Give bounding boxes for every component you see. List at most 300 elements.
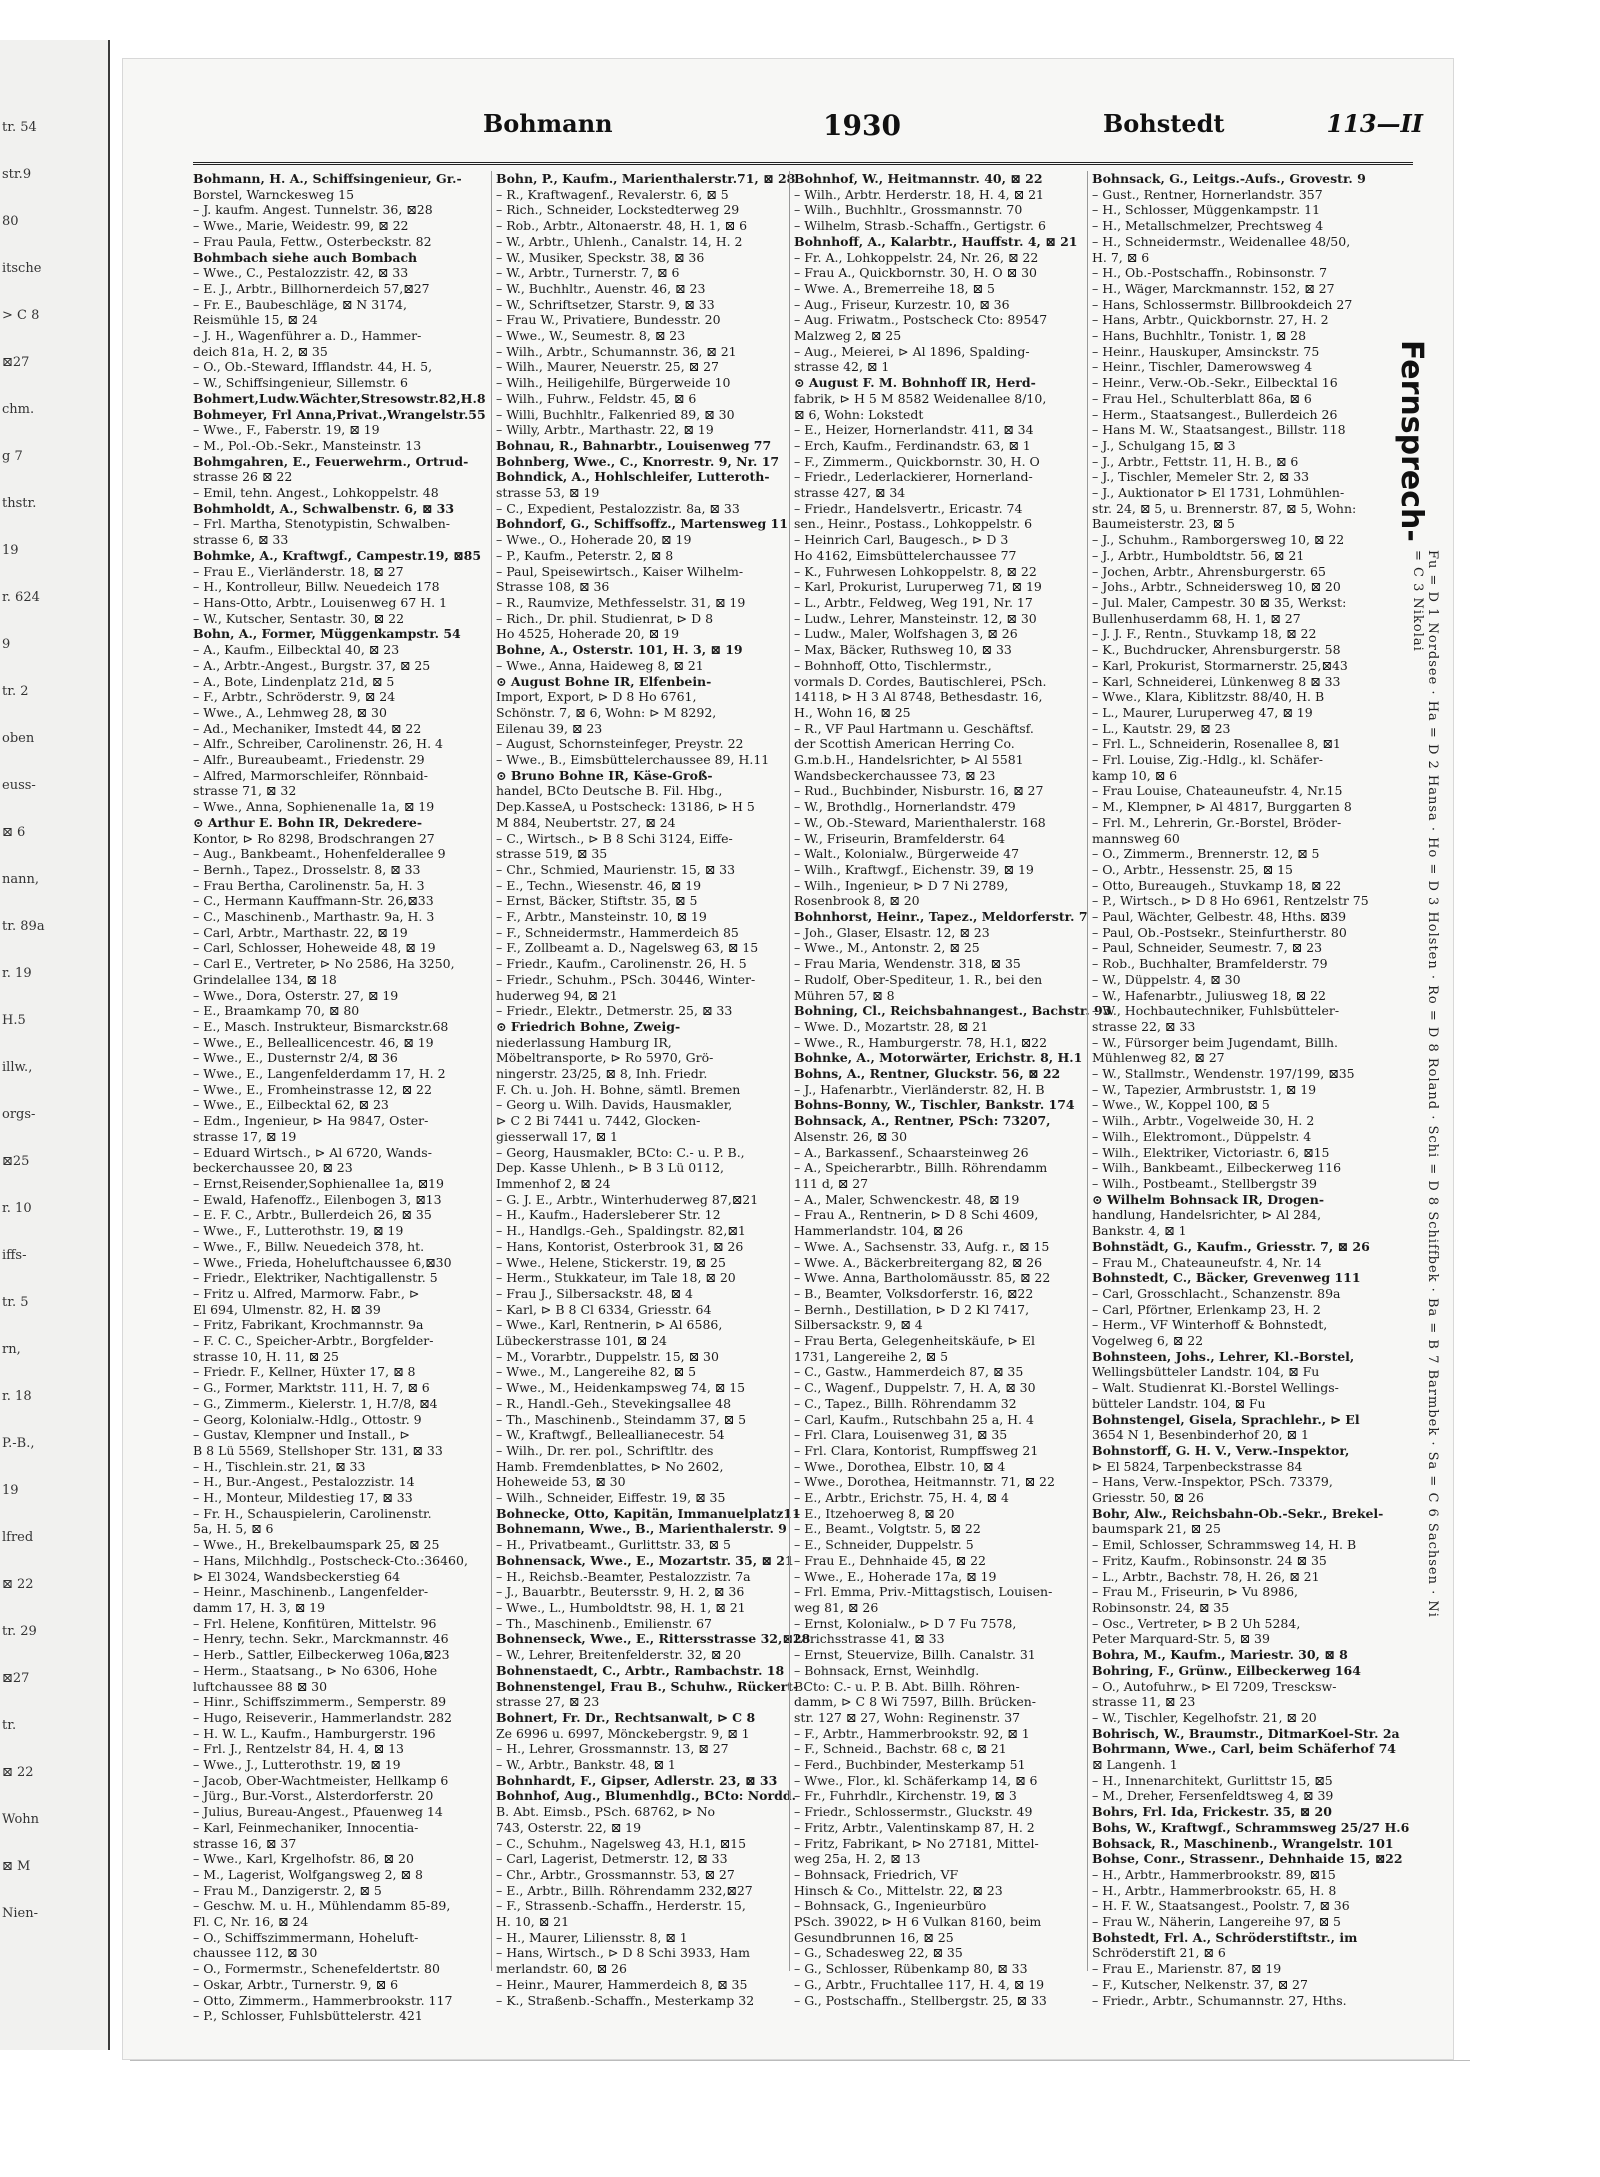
directory-entry: – Wwe., R., Hamburgerstr. 78, H.1, ⊠22 [794, 1034, 1048, 1050]
directory-entry: – Friedr. F., Kellner, Hüxter 17, ⊠ 8 [193, 1364, 416, 1380]
directory-entry: – Geschw. M. u. H., Mühlendamm 85-89, [193, 1898, 451, 1914]
directory-entry: – R., Kraftwagenf., Revalerstr. 6, ⊠ 5 [496, 186, 729, 202]
directory-entry: – Wwe., E., Hoherade 17a, ⊠ 19 [794, 1568, 997, 1584]
directory-entry: Bohn, A., Former, Müggenkampstr. 54 [193, 626, 461, 642]
directory-entry: handel, BCto Deutsche B. Fil. Hbg., [496, 783, 723, 799]
directory-entry: – E., Arbtr., Billh. Röhrendamm 232,⊠27 [496, 1882, 753, 1898]
directory-entry: Fl. C, Nr. 16, ⊠ 24 [193, 1914, 309, 1930]
directory-entry: – Paul, Wächter, Gelbestr. 48, Hths. ⊠39 [1092, 909, 1347, 925]
directory-entry: Bohmke, A., Kraftwgf., Campestr.19, ⊠85 [193, 547, 482, 563]
directory-entry: – Otto, Bureaugeh., Stuvkamp 18, ⊠ 22 [1092, 877, 1342, 893]
directory-entry: – Joh., Glaser, Elsastr. 12, ⊠ 23 [794, 924, 990, 940]
directory-entry: der Scottish American Herring Co. [794, 736, 1015, 752]
directory-entry: Schönstr. 7, ⊠ 6, Wohn: ⊳ M 8292, [496, 704, 717, 720]
directory-entry: Bohnstädt, G., Kaufm., Griesstr. 7, ⊠ 26 [1092, 1238, 1370, 1254]
directory-entry: – L., Arbtr., Bachstr. 78, H. 26, ⊠ 21 [1092, 1568, 1320, 1584]
spine-legend-text: Fu = D 1 Nordsee · Ha = D 2 Hansa · Ho = D 3 Holsten · Ro = D 8 Roland · Schi = D 8 Schiffbek · Ba = B 7 Barmbek · Sa = C 6 Sachsen · Ni = C 3 Nikolai [1410, 550, 1440, 1618]
directory-entry: – Wilh., Elektriker, Victoriastr. 6, ⊠15 [1092, 1144, 1330, 1160]
directory-entry: – F., Zollbeamt a. D., Nagelsweg 63, ⊠ 15 [496, 940, 759, 956]
directory-entry: – Wwe., E., Belleallicencestr. 46, ⊠ 19 [193, 1034, 434, 1050]
directory-entry: Strasse 108, ⊠ 36 [496, 579, 610, 595]
directory-entry: – Wilh., Buchhltr., Grossmannstr. 70 [794, 202, 1023, 218]
directory-entry: – H., Kaufm., Hadersleberer Str. 12 [496, 1207, 721, 1223]
directory-entry: handlung, Handelsrichter, ⊳ Al 284, [1092, 1207, 1322, 1223]
directory-entry: – Wilh., Kraftwgf., Eichenstr. 39, ⊠ 19 [794, 861, 1034, 877]
directory-entry: Ho 4525, Hoherade 20, ⊠ 19 [496, 626, 680, 642]
directory-entry: – K., Straßenb.-Schaffn., Mesterkamp 32 [496, 1992, 755, 2008]
edge-fragment: ⊠27 [2, 355, 30, 370]
directory-entry: – Frl. Clara, Louisenweg 31, ⊠ 35 [794, 1427, 1008, 1443]
directory-entry: – Rob., Arbtr., Altonaerstr. 48, H. 1, ⊠ 6 [496, 218, 748, 234]
directory-entry: Bohns, A., Rentner, Gluckstr. 56, ⊠ 22 [794, 1066, 1061, 1082]
directory-entry: – W., Ob.-Steward, Marienthalerstr. 168 [794, 814, 1046, 830]
directory-entry: strasse 10, H. 11, ⊠ 25 [193, 1348, 339, 1364]
directory-entry: giesserwall 17, ⊠ 1 [496, 1128, 618, 1144]
directory-entry: – A., Speicherarbtr., Billh. Röhrendamm [794, 1160, 1048, 1176]
directory-entry: – Bohnsack, Ernst, Weinhdlg. [794, 1662, 980, 1678]
directory-entry: – Wwe., Karl, Krgelhofstr. 86, ⊠ 20 [193, 1851, 414, 1867]
directory-entry: – Bernh., Tapez., Drosselstr. 8, ⊠ 33 [193, 861, 421, 877]
directory-entry: – Karl, Prokurist, Luruperweg 71, ⊠ 19 [794, 579, 1042, 595]
directory-entry: strasse 53, ⊠ 19 [496, 485, 600, 501]
directory-entry: Bohrmann, Wwe., Carl, beim Schäferhof 74 [1092, 1741, 1396, 1757]
directory-entry: – E., Schneider, Duppelstr. 5 [794, 1537, 974, 1553]
directory-entry: Grindelallee 134, ⊠ 18 [193, 971, 337, 987]
directory-entry: – Wwe., W., Koppel 100, ⊠ 5 [1092, 1097, 1270, 1113]
directory-entry: deich 81a, H. 2, ⊠ 35 [193, 343, 328, 359]
directory-entry: 5a, H. 5, ⊠ 6 [193, 1521, 274, 1537]
edge-fragment: ⊠25 [2, 1154, 30, 1169]
directory-entry: strasse 27, ⊠ 23 [496, 1694, 600, 1710]
directory-entry: – Georg, Kolonialw.-Hdlg., Ottostr. 9 [193, 1411, 422, 1427]
directory-entry: – Wilh., Heiligehilfe, Bürgerweide 10 [496, 375, 731, 391]
directory-entry: – Wilh., Elektromont., Düppelstr. 4 [1092, 1128, 1312, 1144]
directory-entry: Bankstr. 4, ⊠ 1 [1092, 1223, 1187, 1239]
directory-entry: – W., Stallmstr., Wendenstr. 197/199, ⊠35 [1092, 1066, 1355, 1082]
directory-entry: – Herb., Sattler, Eilbeckerweg 106a,⊠23 [193, 1647, 450, 1663]
directory-entry: – C., Wagenf., Duppelstr. 7, H. A, ⊠ 30 [794, 1380, 1036, 1396]
directory-entry: – B., Beamter, Volksdorferstr. 16, ⊠22 [794, 1285, 1034, 1301]
directory-entry: – Wwe. A., Bremerreihe 18, ⊠ 5 [794, 280, 995, 296]
directory-entry: – F., Strassenb.-Schaffn., Herderstr. 15, [496, 1898, 746, 1914]
directory-entry: – Wwe., H., Brekelbaumspark 25, ⊠ 25 [193, 1537, 440, 1553]
directory-entry: – Frau J., Silbersackstr. 48, ⊠ 4 [496, 1285, 693, 1301]
directory-entry: – Aug., Friseur, Kurzestr. 10, ⊠ 36 [794, 296, 1010, 312]
directory-entry: – Carl, Grosschlacht., Schanzenstr. 89a [1092, 1285, 1341, 1301]
directory-entry: Immenhof 2, ⊠ 24 [496, 1176, 611, 1191]
directory-entry: – H., Lehrer, Grossmannstr. 13, ⊠ 27 [496, 1741, 729, 1757]
directory-entry: baumspark 21, ⊠ 25 [1092, 1521, 1221, 1537]
directory-entry: – Heinr., Tischler, Damerowsweg 4 [1092, 359, 1313, 375]
directory-entry: merlandstr. 60, ⊠ 26 [496, 1961, 627, 1977]
directory-entry: – O., Autofuhrw., ⊳ El 7209, Trescksw- [1092, 1678, 1337, 1694]
edge-fragment: > C 8 [2, 308, 40, 323]
directory-entry: Bohnberg, Wwe., C., Knorrestr. 9, Nr. 17 [496, 453, 780, 469]
directory-entry: – Frau Louise, Chateauneufstr. 4, Nr.15 [1092, 783, 1343, 799]
directory-entry: – Wwe., J., Lutterothstr. 19, ⊠ 19 [193, 1757, 401, 1773]
directory-entry: – Frau Berta, Gelegenheitskäufe, ⊳ El [794, 1333, 1036, 1349]
edge-fragment: tr. 89a [2, 919, 45, 934]
directory-entry: – Fr., Fuhrhdlr., Kirchenstr. 19, ⊠ 3 [794, 1788, 1017, 1804]
directory-entry: – G., Former, Marktstr. 111, H. 7, ⊠ 6 [193, 1380, 430, 1396]
directory-entry: – Wwe., Flor., kl. Schäferkamp 14, ⊠ 6 [794, 1772, 1038, 1788]
directory-entry: – Herm., Stukkateur, im Tale 18, ⊠ 20 [496, 1270, 736, 1286]
directory-entry: – J., Tischler, Memeler Str. 2, ⊠ 33 [1092, 469, 1310, 485]
directory-entry: – Rud., Buchbinder, Nisburstr. 16, ⊠ 27 [794, 783, 1044, 799]
directory-entry: – W., Friseurin, Bramfelderstr. 64 [794, 830, 1006, 846]
directory-entry: – Friedr., Schlossermstr., Gluckstr. 49 [794, 1804, 1033, 1820]
edge-fragment: itsche [2, 261, 42, 276]
directory-entry: – Osc., Vertreter, ⊳ B 2 Uh 5284, [1092, 1615, 1301, 1631]
directory-entry: – O., Arbtr., Hessenstr. 25, ⊠ 15 [1092, 861, 1293, 877]
directory-entry: – Hans, Milchhdlg., Postscheck-Cto.:36460, [193, 1552, 468, 1568]
directory-entry: – Friedr., Elektr., Detmerstr. 25, ⊠ 33 [496, 1003, 733, 1019]
directory-entry: – Th., Maschinenb., Steindamm 37, ⊠ 5 [496, 1411, 747, 1427]
directory-entry: Bohmholdt, A., Schwalbenstr. 6, ⊠ 33 [193, 500, 455, 516]
directory-entry: – Alfr., Bureaubeamt., Friedenstr. 29 [193, 752, 425, 768]
directory-entry: – Frau Hel., Schulterblatt 86a, ⊠ 6 [1092, 390, 1312, 406]
directory-entry: – Frau E., Dehnhaide 45, ⊠ 22 [794, 1552, 986, 1568]
directory-entry: – H., Metallschmelzer, Prechtsweg 4 [1092, 218, 1324, 234]
directory-entry: Bohnhoff, A., Kalarbtr., Hauffstr. 4, ⊠ 21 [794, 233, 1078, 249]
directory-entry: Import, Export, ⊳ D 8 Ho 6761, [496, 689, 697, 705]
directory-entry: Bohmann, H. A., Schiffsingenieur, Gr.- [193, 171, 462, 186]
directory-entry: Bohne, A., Osterstr. 101, H. 3, ⊠ 19 [496, 642, 743, 658]
directory-entry: B. Abt. Eimsb., PSch. 68762, ⊳ No [496, 1804, 716, 1820]
directory-entry: mannsweg 60 [1092, 830, 1180, 846]
directory-entry: – Herm., Staatsang., ⊳ No 6306, Hohe [193, 1662, 438, 1678]
directory-entry: – Otto, Zimmerm., Hammerbrookstr. 117 [193, 1992, 453, 2008]
directory-entry: – Bernh., Destillation, ⊳ D 2 Kl 7417, [794, 1301, 1030, 1317]
directory-entry: – Wwe., M., Langereihe 82, ⊠ 5 [496, 1364, 697, 1380]
directory-entry: – F., Schneidermstr., Hammerdeich 85 [496, 924, 739, 940]
directory-entry: – Heinr., Maschinenb., Langenfelder- [193, 1584, 429, 1600]
directory-entry: – Hans, Kontorist, Osterbrook 31, ⊠ 26 [496, 1238, 744, 1254]
directory-entry: – M., Dreher, Fersenfeldtsweg 4, ⊠ 39 [1092, 1788, 1334, 1804]
directory-entry: Eilenau 39, ⊠ 23 [496, 720, 603, 736]
directory-entry: El 694, Ulmenstr. 82, H. ⊠ 39 [193, 1301, 381, 1317]
directory-entry: – Wilh., Arbtr., Vogelweide 30, H. 2 [1092, 1113, 1315, 1129]
directory-entry: Borstel, Warnckesweg 15 [193, 186, 355, 202]
directory-entry: – F. C. C., Speicher-Arbtr., Borgfelder- [193, 1333, 434, 1349]
directory-entry: – Wwe., Dora, Osterstr. 27, ⊠ 19 [193, 987, 399, 1003]
edge-fragment: tr. 2 [2, 684, 29, 699]
directory-entry: – E., Masch. Instrukteur, Bismarckstr.68 [193, 1018, 449, 1034]
directory-entry: str. 24, ⊠ 5, u. Brennerstr. 87, ⊠ 5, Wohn: [1092, 500, 1357, 516]
directory-entry: Bohnemann, Wwe., B., Marienthalerstr. 9 [496, 1521, 787, 1537]
directory-entry: – F., Arbtr., Mansteinstr. 10, ⊠ 19 [496, 909, 707, 925]
directory-entry: – Wwe. A., Bäckerbreitergang 82, ⊠ 26 [794, 1254, 1043, 1270]
directory-entry: – Wwe., O., Hoherade 20, ⊠ 19 [496, 532, 692, 548]
directory-entry: 3654 N 1, Besenbinderhof 20, ⊠ 1 [1092, 1427, 1309, 1443]
edge-fragment: Wohn [2, 1812, 40, 1827]
directory-entry: – Ludw., Lehrer, Mansteinstr. 12, ⊠ 30 [794, 610, 1037, 626]
directory-entry: Vogelweg 6, ⊠ 22 [1092, 1333, 1204, 1349]
directory-entry: – M., Lagerist, Wolfgangsweg 2, ⊠ 8 [193, 1866, 423, 1882]
directory-entry: – Frau Bertha, Carolinenstr. 5a, H. 3 [193, 877, 425, 893]
directory-entry: – Wwe., C., Pestalozzistr. 42, ⊠ 33 [193, 265, 409, 281]
directory-entry: – R., Handl.-Geh., Stevekingsallee 48 [496, 1395, 732, 1411]
edge-fragment: ⊠ 6 [2, 825, 26, 840]
directory-entry: – Hans, Wirtsch., ⊳ D 8 Schi 3933, Ham [496, 1945, 750, 1961]
directory-entry: – Frl. Emma, Priv.-Mittagstisch, Louisen- [794, 1584, 1053, 1600]
header-last-name: Bohstedt [1103, 109, 1225, 138]
directory-entry: Ze 6996 u. 6997, Mönckebergstr. 9, ⊠ 1 [496, 1725, 750, 1741]
directory-entry: – Wwe., M., Heidenkampsweg 74, ⊠ 15 [496, 1380, 746, 1396]
directory-entry: – Fritz, Fabrikant, Krochmannstr. 9a [193, 1317, 424, 1333]
directory-entry: – Fr. A., Lohkoppelstr. 24, Nr. 26, ⊠ 22 [794, 249, 1039, 265]
directory-entry: – W., Tischler, Kegelhofstr. 21, ⊠ 20 [1092, 1709, 1317, 1725]
directory-entry: – P., Kaufm., Peterstr. 2, ⊠ 8 [496, 547, 674, 563]
directory-entry: Bohndick, A., Hohlschleifer, Lutteroth- [496, 469, 770, 485]
directory-entry: – Carl E., Vertreter, ⊳ No 2586, Ha 3250, [193, 956, 455, 972]
directory-entry: – H., Tischlein.str. 21, ⊠ 33 [193, 1458, 366, 1474]
directory-entry: Lorichsstrasse 41, ⊠ 33 [794, 1631, 945, 1647]
directory-entry: Bullenhuserdamm 68, H. 1, ⊠ 27 [1092, 610, 1301, 626]
directory-entry: – Jacob, Ober-Wachtmeister, Hellkamp 6 [193, 1772, 449, 1788]
directory-entry: – J., Hafenarbtr., Vierländerstr. 82, H. B [794, 1081, 1045, 1097]
directory-entry: – Jochen, Arbtr., Ahrensburgerstr. 65 [1092, 563, 1326, 579]
directory-entry: Bohrs, Frl. Ida, Frickestr. 35, ⊠ 20 [1092, 1804, 1332, 1820]
edge-fragment: ⊠ 22 [2, 1765, 34, 1780]
directory-entry: – J. J. F., Rentn., Stuvkamp 18, ⊠ 22 [1092, 626, 1317, 642]
directory-entry: – J., Auktionator ⊳ El 1731, Lohmühlen- [1092, 485, 1345, 501]
directory-entry: – R., Raumvize, Methfesselstr. 31, ⊠ 19 [496, 594, 746, 610]
directory-entry: – C., Gastw., Hammerdeich 87, ⊠ 35 [794, 1364, 1024, 1380]
directory-entry: strasse 26 ⊠ 22 [193, 469, 293, 485]
directory-entry: – Hinr., Schiffszimmerm., Semperstr. 89 [193, 1694, 447, 1710]
directory-entry: 14118, ⊳ H 3 Al 8748, Bethesdastr. 16, [794, 689, 1043, 705]
directory-entry: – Frau M., Danzigerstr. 2, ⊠ 5 [193, 1882, 382, 1898]
directory-columns [193, 171, 1410, 2024]
directory-entry: – Hans-Otto, Arbtr., Louisenweg 67 H. 1 [193, 594, 448, 610]
directory-entry: Bohnenstaedt, C., Arbtr., Rambachstr. 18 [496, 1662, 785, 1678]
directory-entry: – P., Wirtsch., ⊳ D 8 Ho 6961, Rentzelstr 75 [1092, 893, 1369, 909]
directory-entry: Hoheweide 53, ⊠ 30 [496, 1474, 626, 1490]
directory-entry: – H., Wäger, Marckmannstr. 152, ⊠ 27 [1092, 280, 1335, 296]
directory-entry: – W., Fürsorger beim Jugendamt, Billh. [1092, 1034, 1338, 1050]
directory-entry: Hinsch & Co., Mittelstr. 22, ⊠ 23 [794, 1882, 1003, 1898]
directory-entry: M 884, Neubertstr. 27, ⊠ 24 [496, 814, 676, 830]
edge-fragment: g 7 [2, 449, 23, 464]
directory-entry: damm, ⊳ C 8 Wi 7597, Billh. Brücken- [794, 1694, 1037, 1710]
directory-entry: – Wilh., Fuhrw., Feldstr. 45, ⊠ 6 [496, 390, 697, 406]
directory-entry: – Emil, Schlosser, Schrammsweg 14, H. B [1092, 1537, 1357, 1553]
directory-entry: ningerstr. 23/25, ⊠ 8, Inh. Friedr. [496, 1066, 708, 1082]
header-first-name: Bohmann [483, 109, 613, 138]
directory-entry: – Wwe., E., Langenfelderdamm 17, H. 2 [193, 1066, 446, 1082]
directory-entry: – A., Bote, Lindenplatz 21d, ⊠ 5 [193, 673, 395, 689]
directory-entry: – H., Bur.-Angest., Pestalozzistr. 14 [193, 1474, 415, 1490]
directory-entry: – Frau A., Rentnerin, ⊳ D 8 Schi 4609, [794, 1207, 1039, 1223]
directory-entry: – G., Zimmerm., Kielerstr. 1, H.7/8, ⊠4 [193, 1395, 438, 1411]
directory-entry: Bohnenseck, Wwe., E., Rittersstrasse 32,⊠28 [496, 1631, 811, 1647]
directory-entry: luftchaussee 88 ⊠ 30 [193, 1678, 328, 1694]
directory-entry: – Heinr., Verw.-Ob.-Sekr., Eilbecktal 16 [1092, 375, 1338, 391]
directory-entry: – G., Arbtr., Fruchtallee 117, H. 4, ⊠ 19 [794, 1976, 1045, 1992]
directory-entry: – Wwe., E., Dusternstr 2/4, ⊠ 36 [193, 1050, 398, 1066]
directory-entry: Dep.KasseA, u Postscheck: 13186, ⊳ H 5 [496, 799, 755, 815]
directory-entry: Bohnke, A., Motorwärter, Erichstr. 8, H.1 [794, 1050, 1083, 1066]
directory-entry: – A., Barkassenf., Schaarsteinweg 26 [794, 1144, 1029, 1160]
directory-entry: – Hans, Verw.-Inspektor, PSch. 73379, [1092, 1474, 1333, 1490]
directory-entry: – Heinr., Maurer, Hammerdeich 8, ⊠ 35 [496, 1976, 748, 1992]
directory-entry: sen., Heinr., Postass., Lohkoppelstr. 6 [794, 516, 1033, 532]
directory-entry: – E. F. C., Arbtr., Bullerdeich 26, ⊠ 35 [193, 1207, 432, 1223]
edge-fragment: str.9 [2, 167, 32, 182]
directory-entry: Reismühle 15, ⊠ 24 [193, 312, 318, 328]
directory-entry: – Aug., Meierei, ⊳ Al 1896, Spalding- [794, 343, 1030, 359]
edge-fragment: rn, [2, 1342, 21, 1357]
directory-entry: – W., Musiker, Speckstr. 38, ⊠ 36 [496, 249, 705, 265]
directory-entry: – Wwe., Klara, Kiblitzstr. 88/40, H. B [1092, 689, 1325, 705]
directory-entry: – Wwe., M., Antonstr. 2, ⊠ 25 [794, 940, 980, 956]
edge-fragment: illw., [2, 1060, 33, 1075]
directory-entry: ⊳ El 3024, Wandsbeckerstieg 64 [193, 1568, 401, 1584]
directory-entry: – P., Schlosser, Fuhlsbüttelerstr. 421 [193, 2008, 423, 2024]
edge-fragment: tr. 54 [2, 120, 37, 135]
directory-entry: – Alfred, Marmorschleifer, Rönnbaid- [193, 767, 428, 783]
directory-entry: – Rich., Dr. phil. Studienrat, ⊳ D 8 [496, 610, 714, 626]
directory-entry: – Wilh., Dr. rer. pol., Schriftltr. des [496, 1442, 714, 1458]
directory-entry: – H., Privatbeamt., Gurlittstr. 33, ⊠ 5 [496, 1537, 731, 1553]
directory-entry: Wellingsbütteler Landstr. 104, ⊠ Fu [1092, 1364, 1320, 1380]
directory-entry: chaussee 112, ⊠ 30 [193, 1945, 318, 1961]
directory-entry: Bohnensack, Wwe., E., Mozartstr. 35, ⊠ 21 [496, 1552, 794, 1568]
directory-entry: – Frau E., Marienstr. 87, ⊠ 19 [1092, 1961, 1282, 1977]
directory-entry: ⊳ El 5824, Tarpenbeckstrasse 84 [1092, 1458, 1303, 1474]
directory-entry: Bohn, P., Kaufm., Marienthalerstr.71, ⊠ 28 [496, 171, 796, 186]
directory-entry: – O., Formermstr., Schenefeldertstr. 80 [193, 1961, 440, 1977]
directory-entry: – Chr., Arbtr., Grossmannstr. 53, ⊠ 27 [496, 1866, 735, 1882]
directory-entry: Baumeisterstr. 23, ⊠ 5 [1092, 516, 1235, 532]
directory-entry: – Fritz, Fabrikant, ⊳ No 27181, Mittel- [794, 1835, 1039, 1851]
directory-entry: H. 7, ⊠ 6 [1092, 249, 1150, 265]
directory-entry: – H., Reichsb.-Beamter, Pestalozzistr. 7a [496, 1568, 751, 1584]
directory-entry: – A., Maler, Schwenckestr. 48, ⊠ 19 [794, 1191, 1020, 1207]
directory-entry: – J., Schuhm., Ramborgersweg 10, ⊠ 22 [1092, 532, 1345, 548]
directory-entry: – Frau E., Vierländerstr. 18, ⊠ 27 [193, 563, 404, 579]
directory-entry: – Wwe., Frieda, Hoheluftchaussee 6,⊠30 [193, 1254, 452, 1270]
directory-entry: – Hans, Buchhltr., Tonistr. 1, ⊠ 28 [1092, 328, 1307, 344]
edge-fragment: chm. [2, 402, 35, 417]
directory-entry: Lübeckerstrasse 101, ⊠ 24 [496, 1333, 667, 1349]
directory-entry: – W., Brothdlg., Hornerlandstr. 479 [794, 799, 1016, 815]
edge-fragment: ⊠ M [2, 1859, 31, 1874]
directory-entry: – Bohnsack, Friedrich, VF [794, 1866, 959, 1882]
directory-entry: – Wwe., F., Faberstr. 19, ⊠ 19 [193, 422, 380, 438]
directory-entry: – Carl, Lagerist, Detmerstr. 12, ⊠ 33 [496, 1851, 728, 1867]
directory-entry: – Wwe., L., Humboldtstr. 98, H. 1, ⊠ 21 [496, 1599, 746, 1615]
directory-entry: Bohnstedt, C., Bäcker, Grevenweg 111 [1092, 1270, 1361, 1286]
directory-entry: Mühlenweg 82, ⊠ 27 [1092, 1050, 1225, 1066]
directory-entry: – Ernst, Bäcker, Stiftstr. 35, ⊠ 5 [496, 893, 698, 909]
directory-entry: – Oskar, Arbtr., Turnerstr. 9, ⊠ 6 [193, 1976, 399, 1992]
directory-entry: Bohnecke, Otto, Kapitän, Immanuelplatz11 [496, 1505, 801, 1521]
directory-entry: – H., Ob.-Postschaffn., Robinsonstr. 7 [1092, 265, 1328, 281]
directory-entry: – C., Maschinenb., Marthastr. 9a, H. 3 [193, 909, 435, 925]
directory-entry: strasse 11, ⊠ 23 [1092, 1694, 1196, 1710]
directory-entry: strasse 42, ⊠ 1 [794, 359, 890, 375]
directory-entry: bütteler Landstr. 104, ⊠ Fu [1092, 1395, 1266, 1411]
directory-entry: BCto: C.- u. P. B. Abt. Billh. Röhren- [794, 1678, 1020, 1694]
directory-entry: F. Ch. u. Joh. H. Bohne, sämtl. Bremen [496, 1081, 741, 1097]
directory-entry: – Frau M., Friseurin, ⊳ Vu 8986, [1092, 1584, 1299, 1600]
edge-fragment: P.-B., [2, 1436, 35, 1451]
directory-entry: – Frl. Clara, Kontorist, Rumpffsweg 21 [794, 1442, 1039, 1458]
directory-entry: – Frau Paula, Fettw., Osterbeckstr. 82 [193, 233, 432, 249]
edge-fragment: r. 18 [2, 1389, 32, 1404]
directory-entry: – Emil, tehn. Angest., Lohkoppelstr. 48 [193, 485, 439, 501]
directory-entry: – W., Kutscher, Sentastr. 30, ⊠ 22 [193, 610, 405, 626]
directory-entry: – Wwe., Anna, Haideweg 8, ⊠ 21 [496, 657, 704, 673]
directory-entry: – Frau M., Chateauneufstr. 4, Nr. 14 [1092, 1254, 1322, 1270]
directory-entry: – E., Heizer, Hornerlandstr. 411, ⊠ 34 [794, 422, 1034, 438]
directory-entry: – Ewald, Hafenoffz., Eilenbogen 3, ⊠13 [193, 1191, 442, 1207]
directory-entry: – H., Innenarchitekt, Gurlittstr 15, ⊠5 [1092, 1772, 1333, 1788]
directory-entry: – Wwe., Dorothea, Elbstr. 10, ⊠ 4 [794, 1458, 1006, 1474]
directory-entry: Bohns-Bonny, W., Tischler, Bankstr. 174 [794, 1097, 1075, 1113]
directory-entry: Bohmgahren, E., Feuerwehrm., Ortrud- [193, 453, 469, 469]
directory-entry: H. 10, ⊠ 21 [496, 1914, 570, 1930]
directory-entry: – Wilh., Arbtr. Herderstr. 18, H. 4, ⊠ 21 [794, 186, 1044, 202]
directory-entry: Bohnhof, Aug., Blumenhdlg., BCto: Nordd. [496, 1788, 796, 1804]
directory-entry: – Ernst,Reisender,Sophienallee 1a, ⊠19 [193, 1176, 444, 1191]
directory-entry: – Aug., Bankbeamt., Hohenfelderallee 9 [193, 846, 446, 862]
directory-entry: – C., Hermann Kauffmann-Str. 26,⊠33 [193, 893, 434, 909]
directory-entry: – Wilh., Schneider, Eiffestr. 19, ⊠ 35 [496, 1490, 726, 1506]
directory-entry: – Hans M. W., Staatsangest., Billstr. 118 [1092, 422, 1346, 438]
directory-entry: – Ludw., Maler, Wolfshagen 3, ⊠ 26 [794, 626, 1018, 642]
directory-entry: – F., Zimmerm., Quickbornstr. 30, H. O [794, 453, 1040, 469]
directory-entry: H., Wohn 16, ⊠ 25 [794, 704, 911, 720]
directory-entry: – Wilh., Postbeamt., Stellbergstr 39 [1092, 1176, 1317, 1191]
directory-entry: – Ferd., Buchbinder, Mesterkamp 51 [794, 1757, 1026, 1773]
directory-entry: – Eduard Wirtsch., ⊳ Al 6720, Wands- [193, 1144, 432, 1160]
directory-entry: – Frl. Louise, Zig.-Hdlg., kl. Schäfer- [1092, 752, 1323, 768]
directory-entry: – G., Schlosser, Rübenkamp 80, ⊠ 33 [794, 1961, 1028, 1977]
directory-entry: – Henry, techn. Sekr., Marckmannstr. 46 [193, 1631, 449, 1647]
directory-entry: weg 81, ⊠ 26 [794, 1599, 879, 1615]
directory-entry: ⊳ C 2 Bi 7441 u. 7442, Glocken- [496, 1113, 701, 1129]
directory-entry: ⊙ Arthur E. Bohn IR, Dekredere- [193, 814, 423, 830]
directory-entry: – L., Maurer, Luruperweg 47, ⊠ 19 [1092, 704, 1313, 720]
directory-entry: – Wilh., Ingenieur, ⊳ D 7 Ni 2789, [794, 877, 1009, 893]
directory-entry: – Carl, Kaufm., Rutschbahn 25 a, H. 4 [794, 1411, 1034, 1427]
directory-entry: – Wwe., W., Seumestr. 8, ⊠ 23 [496, 328, 686, 344]
directory-entry: vormals D. Cordes, Bautischlerei, PSch. [794, 673, 1047, 689]
directory-entry: – W., Arbtr., Turnerstr. 7, ⊠ 6 [496, 265, 680, 281]
directory-entry: – J. H., Wagenführer a. D., Hammer- [193, 328, 422, 344]
directory-entry: – Max, Bäcker, Ruthsweg 10, ⊠ 33 [794, 642, 1012, 658]
directory-entry: – Wwe., E., Fromheinstrasse 12, ⊠ 22 [193, 1081, 432, 1097]
directory-entry: – C., Wirtsch., ⊳ B 8 Schi 3124, Eiffe- [496, 830, 733, 846]
directory-entry: kamp 10, ⊠ 6 [1092, 767, 1178, 783]
directory-entry: Bohnsteen, Johs., Lehrer, Kl.-Borstel, [1092, 1348, 1355, 1364]
directory-entry: – Friedr., Elektriker, Nachtigallenstr. 5 [193, 1270, 438, 1286]
page-bottom-edge [130, 2060, 1470, 2061]
edge-fragment: H.5 [2, 1013, 26, 1028]
directory-entry: Bohnert, Fr. Dr., Rechtsanwalt, ⊳ C 8 [496, 1709, 756, 1725]
directory-entry: – Friedr., Arbtr., Schumannstr. 27, Hths. [1092, 1992, 1347, 2008]
directory-entry: – M., Klempner, ⊳ Al 4817, Burggarten 8 [1092, 799, 1352, 815]
directory-entry: Bohnhardt, F., Gipser, Adlerstr. 23, ⊠ 33 [496, 1772, 778, 1788]
directory-entry: – Heinrich Carl, Baugesch., ⊳ D 3 [794, 532, 1009, 548]
directory-entry: – Frau W., Privatiere, Bundesstr. 20 [496, 312, 721, 328]
directory-entry: – Frl. Martha, Stenotypistin, Schwalben- [193, 516, 451, 532]
directory-entry: – Fritz, Kaufm., Robinsonstr. 24 ⊠ 35 [1092, 1552, 1327, 1568]
directory-entry: – J. kaufm. Angest. Tunnelstr. 36, ⊠28 [193, 202, 433, 218]
